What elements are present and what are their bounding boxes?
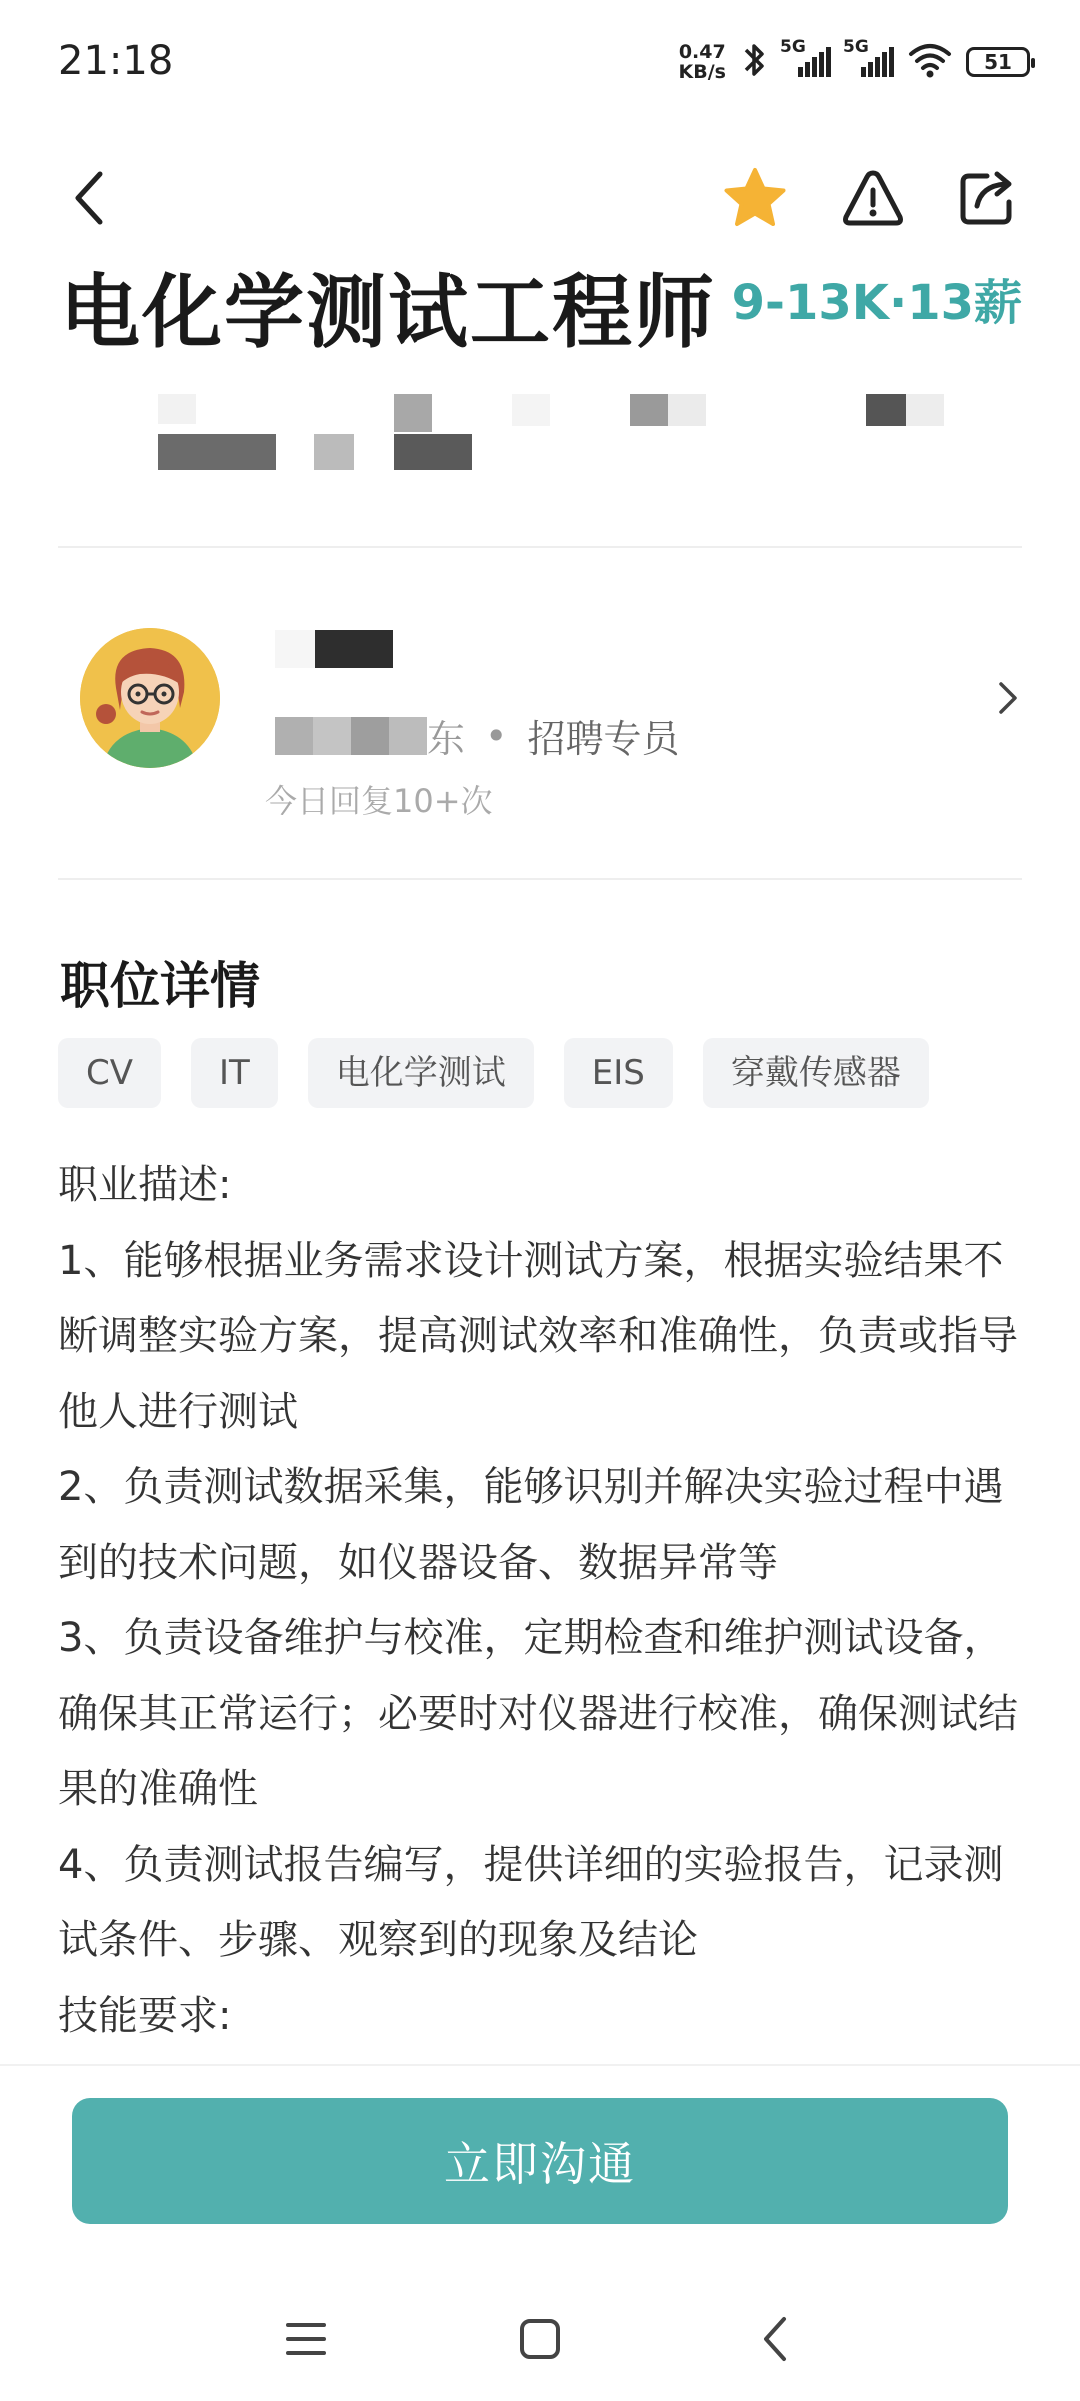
back-arrow-icon xyxy=(70,168,110,232)
reply-stat: 今日回复10+次 xyxy=(265,782,493,820)
description-line: 4、负责测试报告编写，提供详细的实验报告，记录测试条件、步骤、观察到的现象及结论 xyxy=(58,1841,1004,1963)
recent-apps-button[interactable] xyxy=(236,2280,376,2401)
description-line: 2、负责测试数据采集，能够识别并解决实验过程中遇到的技术问题，如仪器设备、数据异常等 xyxy=(58,1464,1004,1586)
tag: IT xyxy=(191,1038,278,1108)
job-title: 电化学测试工程师 xyxy=(60,266,716,359)
tag: EIS xyxy=(564,1038,673,1108)
redacted-job-meta xyxy=(0,390,1080,490)
battery-level: 51 xyxy=(984,50,1012,74)
report-button[interactable] xyxy=(823,120,923,280)
job-description xyxy=(58,1148,1028,2054)
network-speed xyxy=(679,42,726,82)
warning-icon xyxy=(841,168,905,232)
network-speed-value: 0.47 xyxy=(678,41,726,63)
chevron-right-icon xyxy=(996,678,1020,722)
network-speed-unit: KB/s xyxy=(678,61,726,83)
tag: CV xyxy=(58,1038,161,1108)
status-time: 21:18 xyxy=(58,38,174,84)
status-icons xyxy=(679,34,1030,90)
company-name-redacted xyxy=(275,717,427,755)
recruiter-company-role xyxy=(275,708,679,763)
share-icon xyxy=(957,168,1019,232)
bluetooth-icon xyxy=(740,40,768,84)
divider xyxy=(58,878,1022,880)
description-line: 技能要求: xyxy=(58,1992,232,2039)
signal-icon xyxy=(780,37,831,77)
wifi-icon xyxy=(908,42,952,82)
share-button[interactable] xyxy=(938,120,1038,280)
home-button[interactable] xyxy=(470,2280,610,2401)
description-line: 职业描述: xyxy=(58,1162,232,1208)
divider xyxy=(58,546,1022,548)
separator-dot: • xyxy=(485,713,508,758)
company-suffix: 东 xyxy=(427,717,466,761)
recruiter-card[interactable] xyxy=(0,600,1080,850)
system-back-button[interactable] xyxy=(705,2280,845,2401)
signal-label: 5G xyxy=(780,37,806,57)
status-bar xyxy=(0,0,1080,120)
star-icon xyxy=(723,167,787,233)
recruiter-role: 招聘专员 xyxy=(527,717,680,761)
favorite-button[interactable] xyxy=(705,120,805,280)
section-title: 职位详情 xyxy=(60,957,260,1015)
tag: 穿戴传感器 xyxy=(703,1038,929,1108)
home-square-icon xyxy=(518,2317,562,2365)
avatar xyxy=(80,628,220,768)
description-line: 3、负责设备维护与校准，定期检查和维护测试设备，确保其正常运行；必要时对仪器进行校准，确保测试结果的准确性 xyxy=(58,1615,1018,1812)
system-nav-bar xyxy=(0,2280,1080,2401)
chat-now-button[interactable]: 立即沟通 xyxy=(72,2098,1008,2224)
description-line: 1、能够根据业务需求设计测试方案，根据实验结果不断调整实验方案，提高测试效率和准确性，负责或指导他人进行测试 xyxy=(58,1237,1018,1435)
signal-icon-2 xyxy=(843,37,894,77)
menu-icon xyxy=(284,2319,328,2363)
battery-icon xyxy=(966,47,1030,77)
salary-range: 9-13K·13薪 xyxy=(731,275,1022,331)
back-triangle-icon xyxy=(760,2315,790,2367)
signal-label-2: 5G xyxy=(843,37,869,57)
tag-list xyxy=(58,1038,929,1108)
tag: 电化学测试 xyxy=(308,1038,534,1108)
